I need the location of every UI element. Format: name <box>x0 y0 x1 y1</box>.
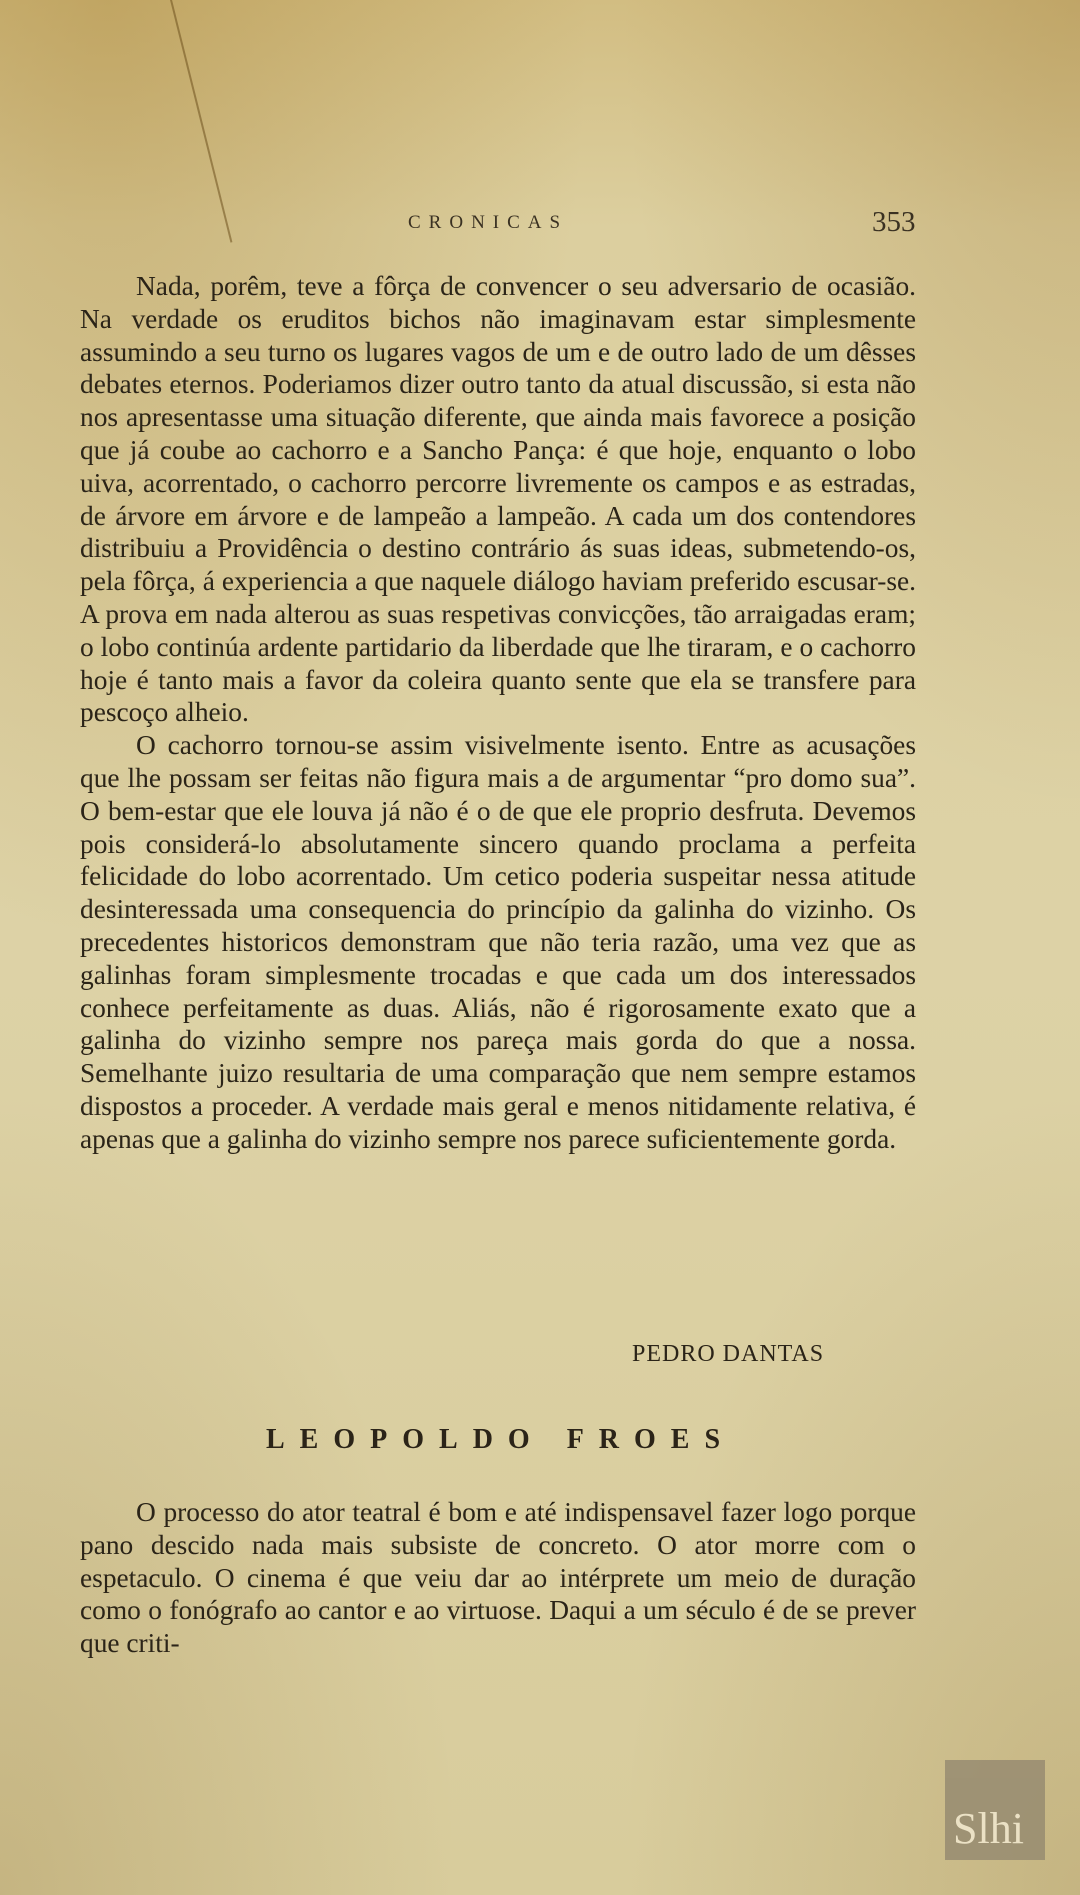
paragraph: O cachorro tornou-se assim visivelmente isento. Entre as acusações que lhe possam ser feitas não figura mais a de argumentar “pro domo sua”. O bem-estar que ele louva já não é o de que ele proprio desfruta. Devemos pois considerá-lo absolutamente sincero quando proclama a perfeita felicidade do lobo acorrentado. Um cetico poderia suspeitar nessa atitude desinteressada uma consequencia do princípio da galinha do vizinho. Os precedentes historicos demonstram que não teria razão, uma vez que as galinhas foram simplesmente trocadas e que cada um dos interessados conhece perfeitamente as duas. Aliás, não é rigorosamente exato que a galinha do vizinho sempre nos pareça mais gorda do que a nossa. Semelhante juizo resultaria de uma comparação que nem sempre estamos dispostos a proceder. A verdade mais geral e menos nitidamente relativa, é apenas que a galinha do vizinho sempre nos parece suficientemente gorda. <box>80 730 916 1154</box>
section-title: LEOPOLDO FROES <box>266 1424 736 1455</box>
page-header <box>0 206 1080 242</box>
library-logo <box>945 1760 1045 1860</box>
paragraph: Nada, porêm, teve a fôrça de convencer o seu adversario de ocasião. Na verdade os eruditos bichos não imaginavam estar simplesmente assumindo a seu turno os lugares vagos de um e de outro lado de um dêsses debates eternos. Poderiamos dizer outro tanto da atual discussão, si esta não nos apresentasse uma situação diferente, que ainda mais favorece a posição que já coube ao cachorro e a Sancho Pança: é que hoje, enquanto o lobo uiva, acorrentado, o cachorro percorre livremente os campos e as estradas, de árvore em árvore e de lampeão a lampeão. A cada um dos contendores distribuiu a Providência o destino contrário ás suas ideas, submetendo-os, pela fôrça, á experiencia a que naquele diálogo haviam preferido escusar-se. A prova em nada alterou as suas respetivas convicções, tão arraigadas eram; o lobo continúa ardente partidario da liberdade que lhe tiraram, e o cachorro hoje é tanto mais a favor da coleira quanto sente que ela se transfere para pescoço alheio. <box>80 271 916 728</box>
paragraph: O processo do ator teatral é bom e até indispensavel fazer logo porque pano descido nada mais subsiste de concreto. O ator morre com o espetaculo. O cinema é que veiu dar ao intérprete um meio de duração como o fonógrafo ao cantor e ao virtuose. Daqui a um século é de se prever que criti- <box>80 1497 916 1659</box>
page-number: 353 <box>872 206 916 238</box>
article-pedro-dantas <box>80 270 916 1156</box>
running-title: CRONICAS <box>408 212 569 233</box>
author-signature: PEDRO DANTAS <box>632 1341 825 1367</box>
article-leopoldo-froes <box>80 1496 916 1660</box>
logo-text: Slhi <box>953 1804 1024 1853</box>
